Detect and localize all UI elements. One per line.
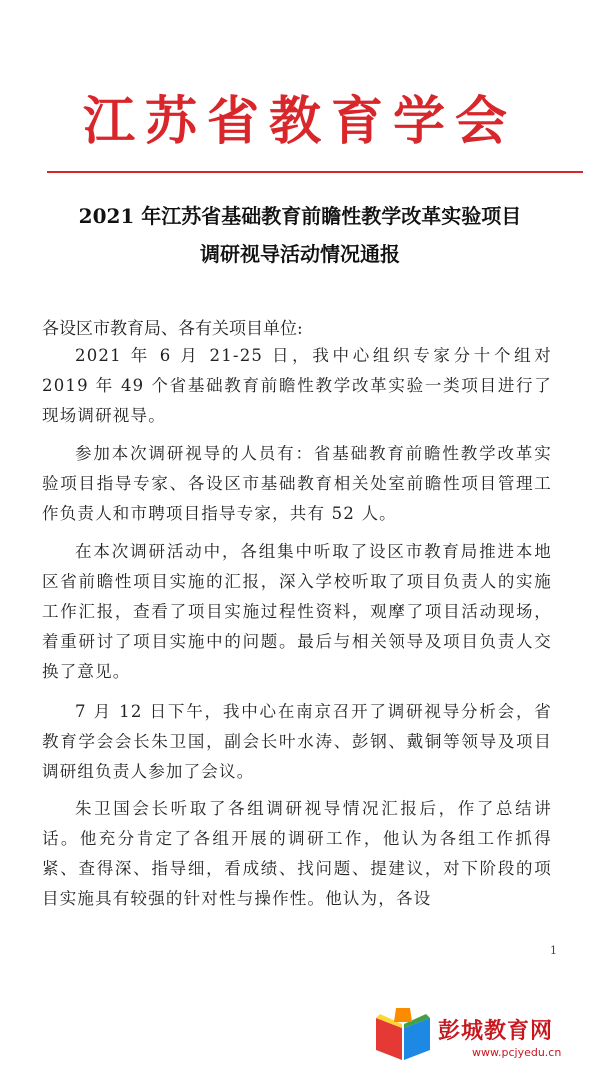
document-title-line2: 调研视导活动情况通报 (200, 242, 400, 266)
watermark-site-name: 彭城教育网 (438, 1019, 554, 1044)
body-paragraph: 参加本次调研视导的人员有：省基础教育前瞻性教学改革实验项目指导专家、各设区市基础教育相关处室前瞻性项目管理工作负责人和市聘项目指导专家，共有 52 人。 (42, 444, 552, 523)
body-paragraph: 7 月 12 日下午，我中心在南京召开了调研视导分析会，省教育学会会长朱卫国，副会长叶水涛、彭钢、戴铜等领导及项目调研组负责人参加了会议。 (42, 702, 552, 781)
book-logo-icon (372, 1004, 434, 1064)
body-paragraph: 在本次调研活动中，各组集中听取了设区市教育局推进本地区省前瞻性项目实施的汇报，深入学校听取了项目负责人的实施工作汇报，查看了项目实施过程性资料，观摩了项目活动现场，着重研讨了项目实施中的问题。最后与相关领导及项目负责人交换了意见。 (42, 542, 552, 681)
watermark-url: www.pcjyedu.cn (472, 1046, 562, 1059)
document-title-line1: 2021 年江苏省基础教育前瞻性教学改革实验项目 (78, 204, 522, 228)
body-paragraph: 2021 年 6 月 21-25 日，我中心组织专家分十个组对 2019 年 49 个省基础教育前瞻性教学改革实验一类项目进行了现场调研视导。 (42, 346, 552, 425)
header-divider (47, 171, 583, 173)
salutation: 各设区市教育局、各有关项目单位: (42, 319, 303, 339)
body-paragraph: 朱卫国会长听取了各组调研视导情况汇报后，作了总结讲话。他充分肯定了各组开展的调研工作，他认为各组工作抓得紧、查得深、指导细，看成绩、找问题、提建议，对下阶段的项目实施具有较强的针对性与操作性。他认为，各设 (42, 799, 552, 908)
site-watermark (372, 1004, 600, 1066)
organization-header: 江苏省教育学会 (82, 91, 517, 152)
page-number: 1 (550, 944, 557, 957)
